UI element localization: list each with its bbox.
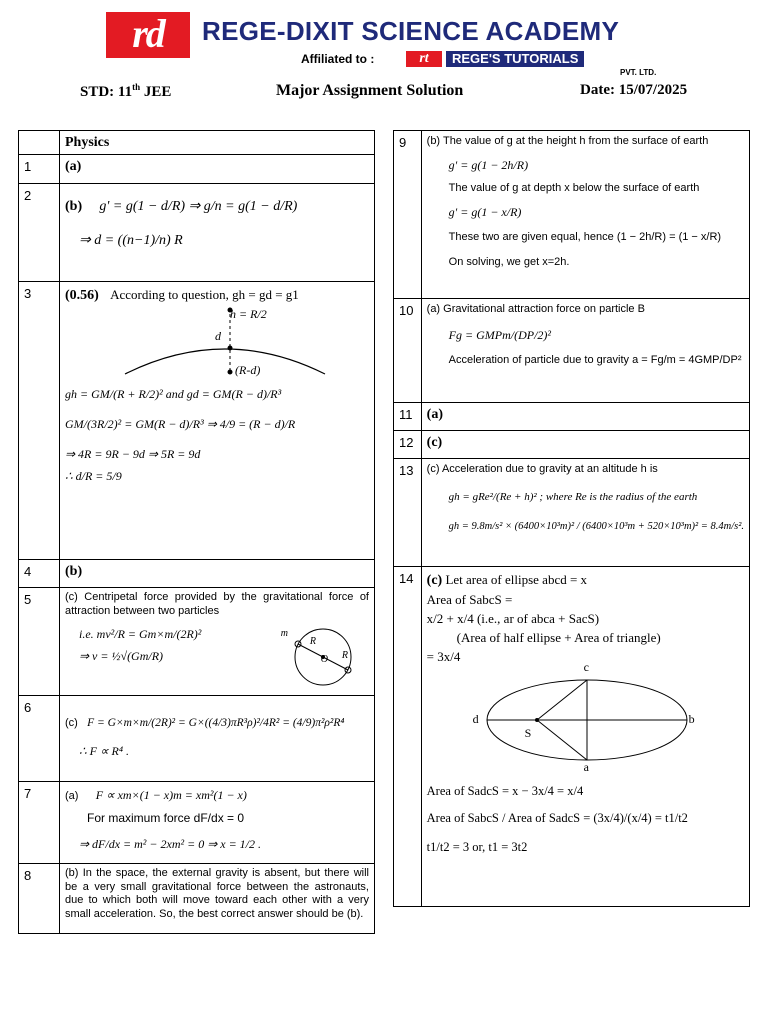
answer-option: (b) <box>426 135 441 147</box>
affiliated-label: Affiliated to : <box>301 52 375 66</box>
earth-arc-figure <box>105 304 345 382</box>
question-number: 10 <box>394 299 422 403</box>
figure-label: h = R/2 <box>230 307 267 321</box>
right-solution-table <box>393 130 750 907</box>
solution-equation: ∴ d/R = 5/9 <box>65 469 122 483</box>
solution-equation: ⇒ 4R = 9R − 9d ⇒ 5R = 9d <box>65 447 201 461</box>
solution-text: Centripetal force provided by the gravitational force of attraction between two particles <box>65 591 369 617</box>
figure-label: b <box>688 712 695 726</box>
tutorials-logo: rt <box>406 51 442 67</box>
figure-label: (R-d) <box>235 363 261 377</box>
solution-text: In the space, the external gravity is absent, but there will be a very small gravitational force between the astronauts, due to which both will move toward each other with a very small acceleration. So, the best correct answer should be (b). <box>65 867 369 920</box>
solution-equation: = 3x/4 <box>426 649 461 664</box>
figure-label: S <box>524 726 532 740</box>
table-row <box>19 588 375 696</box>
solution-text: These two are given equal, hence (1 − 2h/R) = (1 − x/R) <box>448 231 722 243</box>
answer-option: (0.56) <box>65 288 99 303</box>
solution-text: The value of g at depth x below the surface of earth <box>448 182 700 194</box>
table-row <box>19 184 375 282</box>
solution-equation: Area of SadcS = x − 3x/4 = x/4 <box>426 784 584 798</box>
table-row <box>19 864 375 934</box>
earth-height-diagram <box>65 304 369 382</box>
table-row <box>394 431 750 459</box>
solution-equation: gh = 9.8m/s² × (6400×10³m)² / (6400×10³m + 520×10³m)² = 8.4m/s². <box>448 521 744 532</box>
question-number: 6 <box>19 696 60 782</box>
figure-label: c <box>583 660 589 674</box>
solution-equation: t1/t2 = 3 or, t1 = 3t2 <box>426 840 528 854</box>
subject-heading: Physics <box>65 135 110 150</box>
date-label: Date: 15/07/2025 <box>580 82 688 98</box>
ellipse-figure <box>477 672 717 768</box>
question-number: 7 <box>19 782 60 864</box>
left-solution-table <box>18 130 375 934</box>
table-row <box>19 782 375 864</box>
figure-label: a <box>583 760 589 774</box>
question-number: 5 <box>19 588 60 696</box>
table-row <box>394 403 750 431</box>
question-number: 2 <box>19 184 60 282</box>
question-number: 3 <box>19 282 60 560</box>
academy-logo: rd <box>106 12 190 58</box>
solution-text: According to question, gh = gd = g1 <box>110 287 299 302</box>
answer-option: (a) <box>65 159 82 174</box>
tutorials-name: REGE'S TUTORIALS <box>446 51 584 67</box>
solution-equation: F = G×m×m/(2R)² = G×((4/3)πR³ρ)²/4R² = (4/9)π²ρ²R⁴ <box>87 717 345 729</box>
figure-label: m <box>280 628 288 639</box>
answer-option: (b) <box>65 867 79 879</box>
solution-equation: ⇒ d = ((n−1)/n) R <box>79 233 183 248</box>
solution-text: Area of SabcS = <box>426 592 513 607</box>
solution-equation: ∴ F ∝ R⁴ . <box>79 744 130 758</box>
solution-equation: g' = g(1 − 2h/R) <box>448 158 529 172</box>
header-banner <box>106 10 673 77</box>
page-title: Major Assignment Solution <box>276 82 464 99</box>
table-row <box>394 567 750 907</box>
table-row <box>19 131 375 155</box>
question-number: 8 <box>19 864 60 934</box>
question-number: 4 <box>19 560 60 588</box>
question-number: 13 <box>394 459 422 567</box>
solution-equation: GM/(3R/2)² = GM(R − d)/R³ ⇒ 4/9 = (R − d)/R <box>65 417 296 431</box>
answer-option: (a) <box>426 407 443 422</box>
table-row <box>394 299 750 403</box>
solution-text: Acceleration due to gravity at an altitude h is <box>441 463 658 475</box>
solution-equation: gh = gRe²/(Re + h)² ; where Re is the radius of the earth <box>448 491 698 503</box>
table-row <box>19 696 375 782</box>
figure-label: R <box>341 650 348 661</box>
solution-equation: ⇒ dF/dx = m² − 2xm² = 0 ⇒ x = 1/2 . <box>79 837 262 851</box>
figure-label: d <box>215 329 221 343</box>
figure-label: d <box>472 712 479 726</box>
table-row <box>19 282 375 560</box>
answer-option: (c) <box>65 591 78 603</box>
answer-option: (c) <box>426 435 443 450</box>
solution-text: (Area of half ellipse + Area of triangle) <box>456 630 661 645</box>
question-number: 1 <box>19 155 60 184</box>
solution-equation: ⇒ v = ½√(Gm/R) <box>79 649 164 663</box>
table-row <box>19 155 375 184</box>
solution-equation: i.e. mv²/R = Gm×m/(2R)² <box>79 627 202 641</box>
academy-name: REGE-DIXIT SCIENCE ACADEMY <box>202 16 620 46</box>
answer-option: (c) <box>65 717 78 729</box>
answer-option: (c) <box>426 463 440 475</box>
solution-text: Let area of ellipse abcd = x <box>445 572 588 587</box>
answer-option: (a) <box>426 303 441 315</box>
solution-equation: gh = GM/(R + R/2)² and gd = GM(R − d)/R³ <box>65 387 282 401</box>
answer-option: (b) <box>65 564 83 579</box>
table-row <box>394 459 750 567</box>
figure-label: O <box>320 654 328 665</box>
std-label: STD: 11th JEE <box>80 82 172 100</box>
solution-text: Gravitational attraction force on particle B <box>443 303 645 315</box>
solution-equation: g' = g(1 − d/R) ⇒ g/n = g(1 − d/R) <box>99 199 298 214</box>
table-row <box>394 131 750 299</box>
solution-equation: F ∝ xm×(1 − x)m = xm²(1 − x) <box>95 788 247 802</box>
question-number: 9 <box>394 131 422 299</box>
solution-text: Acceleration of particle due to gravity a = Fg/m = 4GMP/DP² <box>448 354 742 366</box>
answer-option: (a) <box>65 790 79 802</box>
pvt-ltd: PVT. LTD. <box>620 68 657 77</box>
figure-label: R <box>309 636 316 647</box>
question-number: 12 <box>394 431 422 459</box>
question-number: 11 <box>394 403 422 431</box>
question-number: 14 <box>394 567 422 907</box>
solution-equation: Area of SabcS / Area of SadcS = (3x/4)/(x/4) = t1/t2 <box>426 811 688 825</box>
ellipse-diagram <box>427 660 744 774</box>
answer-option: (b) <box>65 199 83 214</box>
solution-text: On solving, we get x=2h. <box>448 256 570 268</box>
table-row <box>19 560 375 588</box>
solution-equation: Fg = GMPm/(DP/2)² <box>448 328 551 342</box>
answer-option: (c) <box>426 573 443 588</box>
solution-text: For maximum force dF/dx = 0 <box>87 811 245 825</box>
solution-equation: g' = g(1 − x/R) <box>448 205 522 219</box>
solution-equation: x/2 + x/4 (i.e., ar of abca + SacS) <box>426 611 600 626</box>
solution-text: The value of g at the height h from the surface of earth <box>442 135 709 147</box>
